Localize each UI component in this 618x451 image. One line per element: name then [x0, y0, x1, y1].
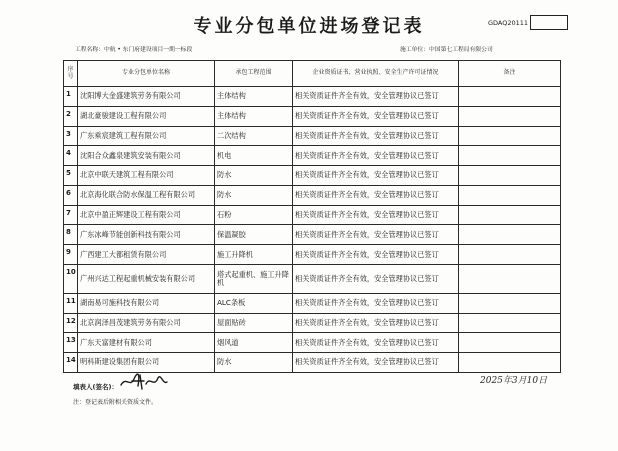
- company-name: 广东乘宸建筑工程有限公司: [78, 126, 215, 146]
- contract-scope: 防水: [215, 185, 293, 205]
- row-number: 7: [64, 205, 78, 225]
- table-row: [64, 106, 561, 126]
- table-row: [64, 205, 561, 225]
- col-header-no: 序号: [64, 61, 78, 87]
- certificate-status: 相关资质证件齐全有效，安全管理协议已签订: [293, 126, 459, 146]
- contract-scope: 保温凝胶: [215, 225, 293, 245]
- company-name: 沈阳博大金盛建筑劳务有限公司: [78, 87, 215, 107]
- footnote: 注：登记表后附相关资质文件。: [73, 399, 158, 406]
- col-header-remark: 备注: [459, 61, 561, 87]
- row-number: 14: [64, 353, 78, 373]
- table-row: [64, 245, 561, 265]
- contract-scope: 机电: [215, 146, 293, 166]
- company-name: 广东天富建材有限公司: [78, 333, 215, 353]
- registration-table: [63, 60, 561, 373]
- company-name: 北京中盈正辉建设工程有限公司: [78, 205, 215, 225]
- certificate-status: 相关资质证件齐全有效，安全管理协议已签订: [293, 205, 459, 225]
- table-header-row: [64, 61, 561, 87]
- remark: [459, 353, 561, 373]
- doc-code: GDAQ20111: [488, 18, 529, 27]
- remark: [459, 265, 561, 294]
- table-body: [64, 87, 561, 373]
- company-name: 广州兴达工程起重机械安装有限公司: [78, 265, 215, 294]
- certificate-status: 相关资质证件齐全有效，安全管理协议已签订: [293, 245, 459, 265]
- company-name: 湖南易可施科技有限公司: [78, 293, 215, 313]
- row-number: 5: [64, 166, 78, 186]
- company-name: 北京中联天建筑工程有限公司: [78, 166, 215, 186]
- contract-scope: 防水: [215, 166, 293, 186]
- row-number: 10: [64, 265, 78, 294]
- row-number: 13: [64, 333, 78, 353]
- row-number: 4: [64, 146, 78, 166]
- remark: [459, 313, 561, 333]
- table-row: [64, 166, 561, 186]
- contract-scope: 二次结构: [215, 126, 293, 146]
- certificate-status: 相关资质证件齐全有效，安全管理协议已签订: [293, 333, 459, 353]
- remark: [459, 333, 561, 353]
- doc-code-area: [488, 15, 568, 30]
- table-row: [64, 146, 561, 166]
- filler-signature: [118, 370, 170, 396]
- table-row: [64, 225, 561, 245]
- col-header-cert: 企业资质证书、营业执照、安全生产许可证情况: [293, 61, 459, 87]
- contract-scope: 主体结构: [215, 106, 293, 126]
- row-number: 2: [64, 106, 78, 126]
- contract-scope: ALC条板: [215, 293, 293, 313]
- company-name: 广东冰峰节能创新科技有限公司: [78, 225, 215, 245]
- contract-scope: 石粉: [215, 205, 293, 225]
- form-title: 专业分包单位进场登记表: [193, 16, 425, 37]
- row-number: 3: [64, 126, 78, 146]
- certificate-status: 相关资质证件齐全有效，安全管理协议已签订: [293, 106, 459, 126]
- contract-scope: 施工升降机: [215, 245, 293, 265]
- certificate-status: 相关资质证件齐全有效，安全管理协议已签订: [293, 166, 459, 186]
- certificate-status: 相关资质证件齐全有效，安全管理协议已签订: [293, 293, 459, 313]
- table-row: [64, 333, 561, 353]
- company-name: 明科斯建设集团有限公司: [78, 353, 215, 373]
- table-row: [64, 265, 561, 294]
- table-row: [64, 126, 561, 146]
- table-row: [64, 185, 561, 205]
- remark: [459, 87, 561, 107]
- remark: [459, 146, 561, 166]
- contract-scope: 烟风道: [215, 333, 293, 353]
- row-number: 1: [64, 87, 78, 107]
- remark: [459, 245, 561, 265]
- contract-scope: 塔式起重机、施工升降机: [215, 265, 293, 294]
- table-row: [64, 87, 561, 107]
- construction-unit: 施工单位：中国第七工程局有限公司: [400, 47, 493, 53]
- contract-scope: 主体结构: [215, 87, 293, 107]
- company-name: 北京海化联合防水保温工程有限公司: [78, 185, 215, 205]
- row-number: 6: [64, 185, 78, 205]
- filler-label: 填表人(签名)：: [73, 383, 118, 391]
- remark: [459, 225, 561, 245]
- row-number: 8: [64, 225, 78, 245]
- remark: [459, 126, 561, 146]
- company-name: 沈阳合众鑫泉建筑安装有限公司: [78, 146, 215, 166]
- certificate-status: 相关资质证件齐全有效，安全管理协议已签订: [293, 87, 459, 107]
- project-name: 工程名称：中航 • 东门府建设项目一期一标段: [75, 47, 193, 53]
- contract-scope: 防水: [215, 353, 293, 373]
- remark: [459, 205, 561, 225]
- remark: [459, 185, 561, 205]
- remark: [459, 293, 561, 313]
- certificate-status: 相关资质证件齐全有效，安全管理协议已签订: [293, 265, 459, 294]
- remark: [459, 106, 561, 126]
- company-name: 广西建工大都租赁有限公司: [78, 245, 215, 265]
- company-name: 湖北豪骏建设工程有限公司: [78, 106, 215, 126]
- table-row: [64, 293, 561, 313]
- certificate-status: 相关资质证件齐全有效，安全管理协议已签订: [293, 146, 459, 166]
- remark: [459, 166, 561, 186]
- col-header-scope: 承包工程范围: [215, 61, 293, 87]
- fill-date: 2025年3月10日: [480, 376, 548, 386]
- certificate-status: 相关资质证件齐全有效，安全管理协议已签订: [293, 313, 459, 333]
- row-number: 11: [64, 293, 78, 313]
- doc-code-box: [530, 15, 568, 30]
- certificate-status: 相关资质证件齐全有效，安全管理协议已签订: [293, 185, 459, 205]
- contract-scope: 屋面贴砖: [215, 313, 293, 333]
- row-number: 9: [64, 245, 78, 265]
- row-number: 12: [64, 313, 78, 333]
- company-name: 北京润泽昌茂建筑劳务有限公司: [78, 313, 215, 333]
- certificate-status: 相关资质证件齐全有效，安全管理协议已签订: [293, 225, 459, 245]
- col-header-company: 专业分包单位名称: [78, 61, 215, 87]
- table-row: [64, 313, 561, 333]
- certificate-status: 相关资质证件齐全有效，安全管理协议已签订: [293, 353, 459, 373]
